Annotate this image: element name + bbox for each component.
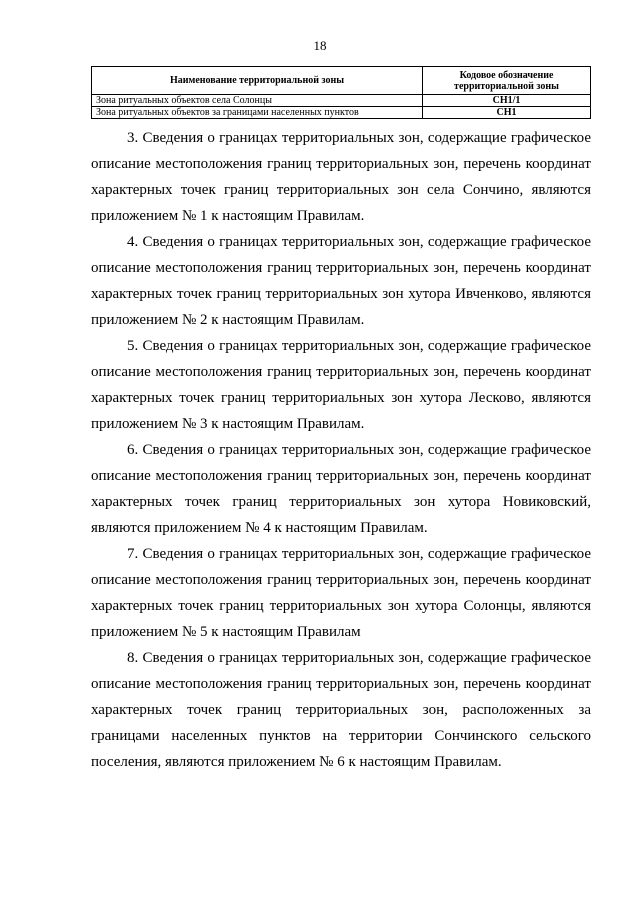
- page-number: 18: [313, 38, 327, 53]
- territorial-zones-table: [91, 66, 591, 119]
- header-zone-code-line1: Кодовое обозначение: [459, 69, 554, 81]
- header-zone-code-line2: территориальной зоны: [454, 80, 559, 92]
- header-zone-name: Наименование территориальной зоны: [92, 67, 423, 95]
- document-body: [91, 125, 591, 775]
- table-row: [92, 95, 591, 107]
- zone-name-cell: Зона ритуальных объектов села Солонцы: [92, 95, 423, 107]
- table-row: [92, 107, 591, 119]
- paragraph-5: 5. Сведения о границах территориальных зон, содержащие графическое описание местоположения границ территориальных зон, перечень координат характерных точек границ территориальных зон хутора Лесково, являются приложением № 3 к настоящим Правилам.: [91, 338, 591, 432]
- zone-code-cell: СН1: [423, 107, 591, 119]
- paragraph-3: 3. Сведения о границах территориальных зон, содержащие графическое описание местоположения границ территориальных зон, перечень координат характерных точек границ территориальных зон села Сончино, являются приложением № 1 к настоящим Правилам.: [91, 130, 591, 224]
- table-header-row: [92, 67, 591, 95]
- zone-name-cell: Зона ритуальных объектов за границами населенных пунктов: [92, 107, 423, 119]
- zone-code-cell: СН1/1: [423, 95, 591, 107]
- header-zone-code: [423, 67, 591, 95]
- paragraph-8: 8. Сведения о границах территориальных зон, содержащие графическое описание местоположения границ территориальных зон, перечень координат характерных точек границ территориальных зон, расположенных за границами населенных пунктов на территории Сончинского сельского поселения, являются приложением № 6 к настоящим Правилам.: [91, 650, 591, 770]
- paragraph-7: 7. Сведения о границах территориальных зон, содержащие графическое описание местоположения границ территориальных зон, перечень координат характерных точек границ территориальных зон хутора Солонцы, являются приложением № 5 к настоящим Правилам: [91, 546, 591, 640]
- paragraph-4: 4. Сведения о границах территориальных зон, содержащие графическое описание местоположения границ территориальных зон, перечень координат характерных точек границ территориальных зон хутора Ивченково, являются приложением № 2 к настоящим Правилам.: [91, 234, 591, 328]
- paragraph-6: 6. Сведения о границах территориальных зон, содержащие графическое описание местоположения границ территориальных зон, перечень координат характерных точек границ территориальных зон хутора Новиковский, являются приложением № 4 к настоящим Правилам.: [91, 442, 591, 536]
